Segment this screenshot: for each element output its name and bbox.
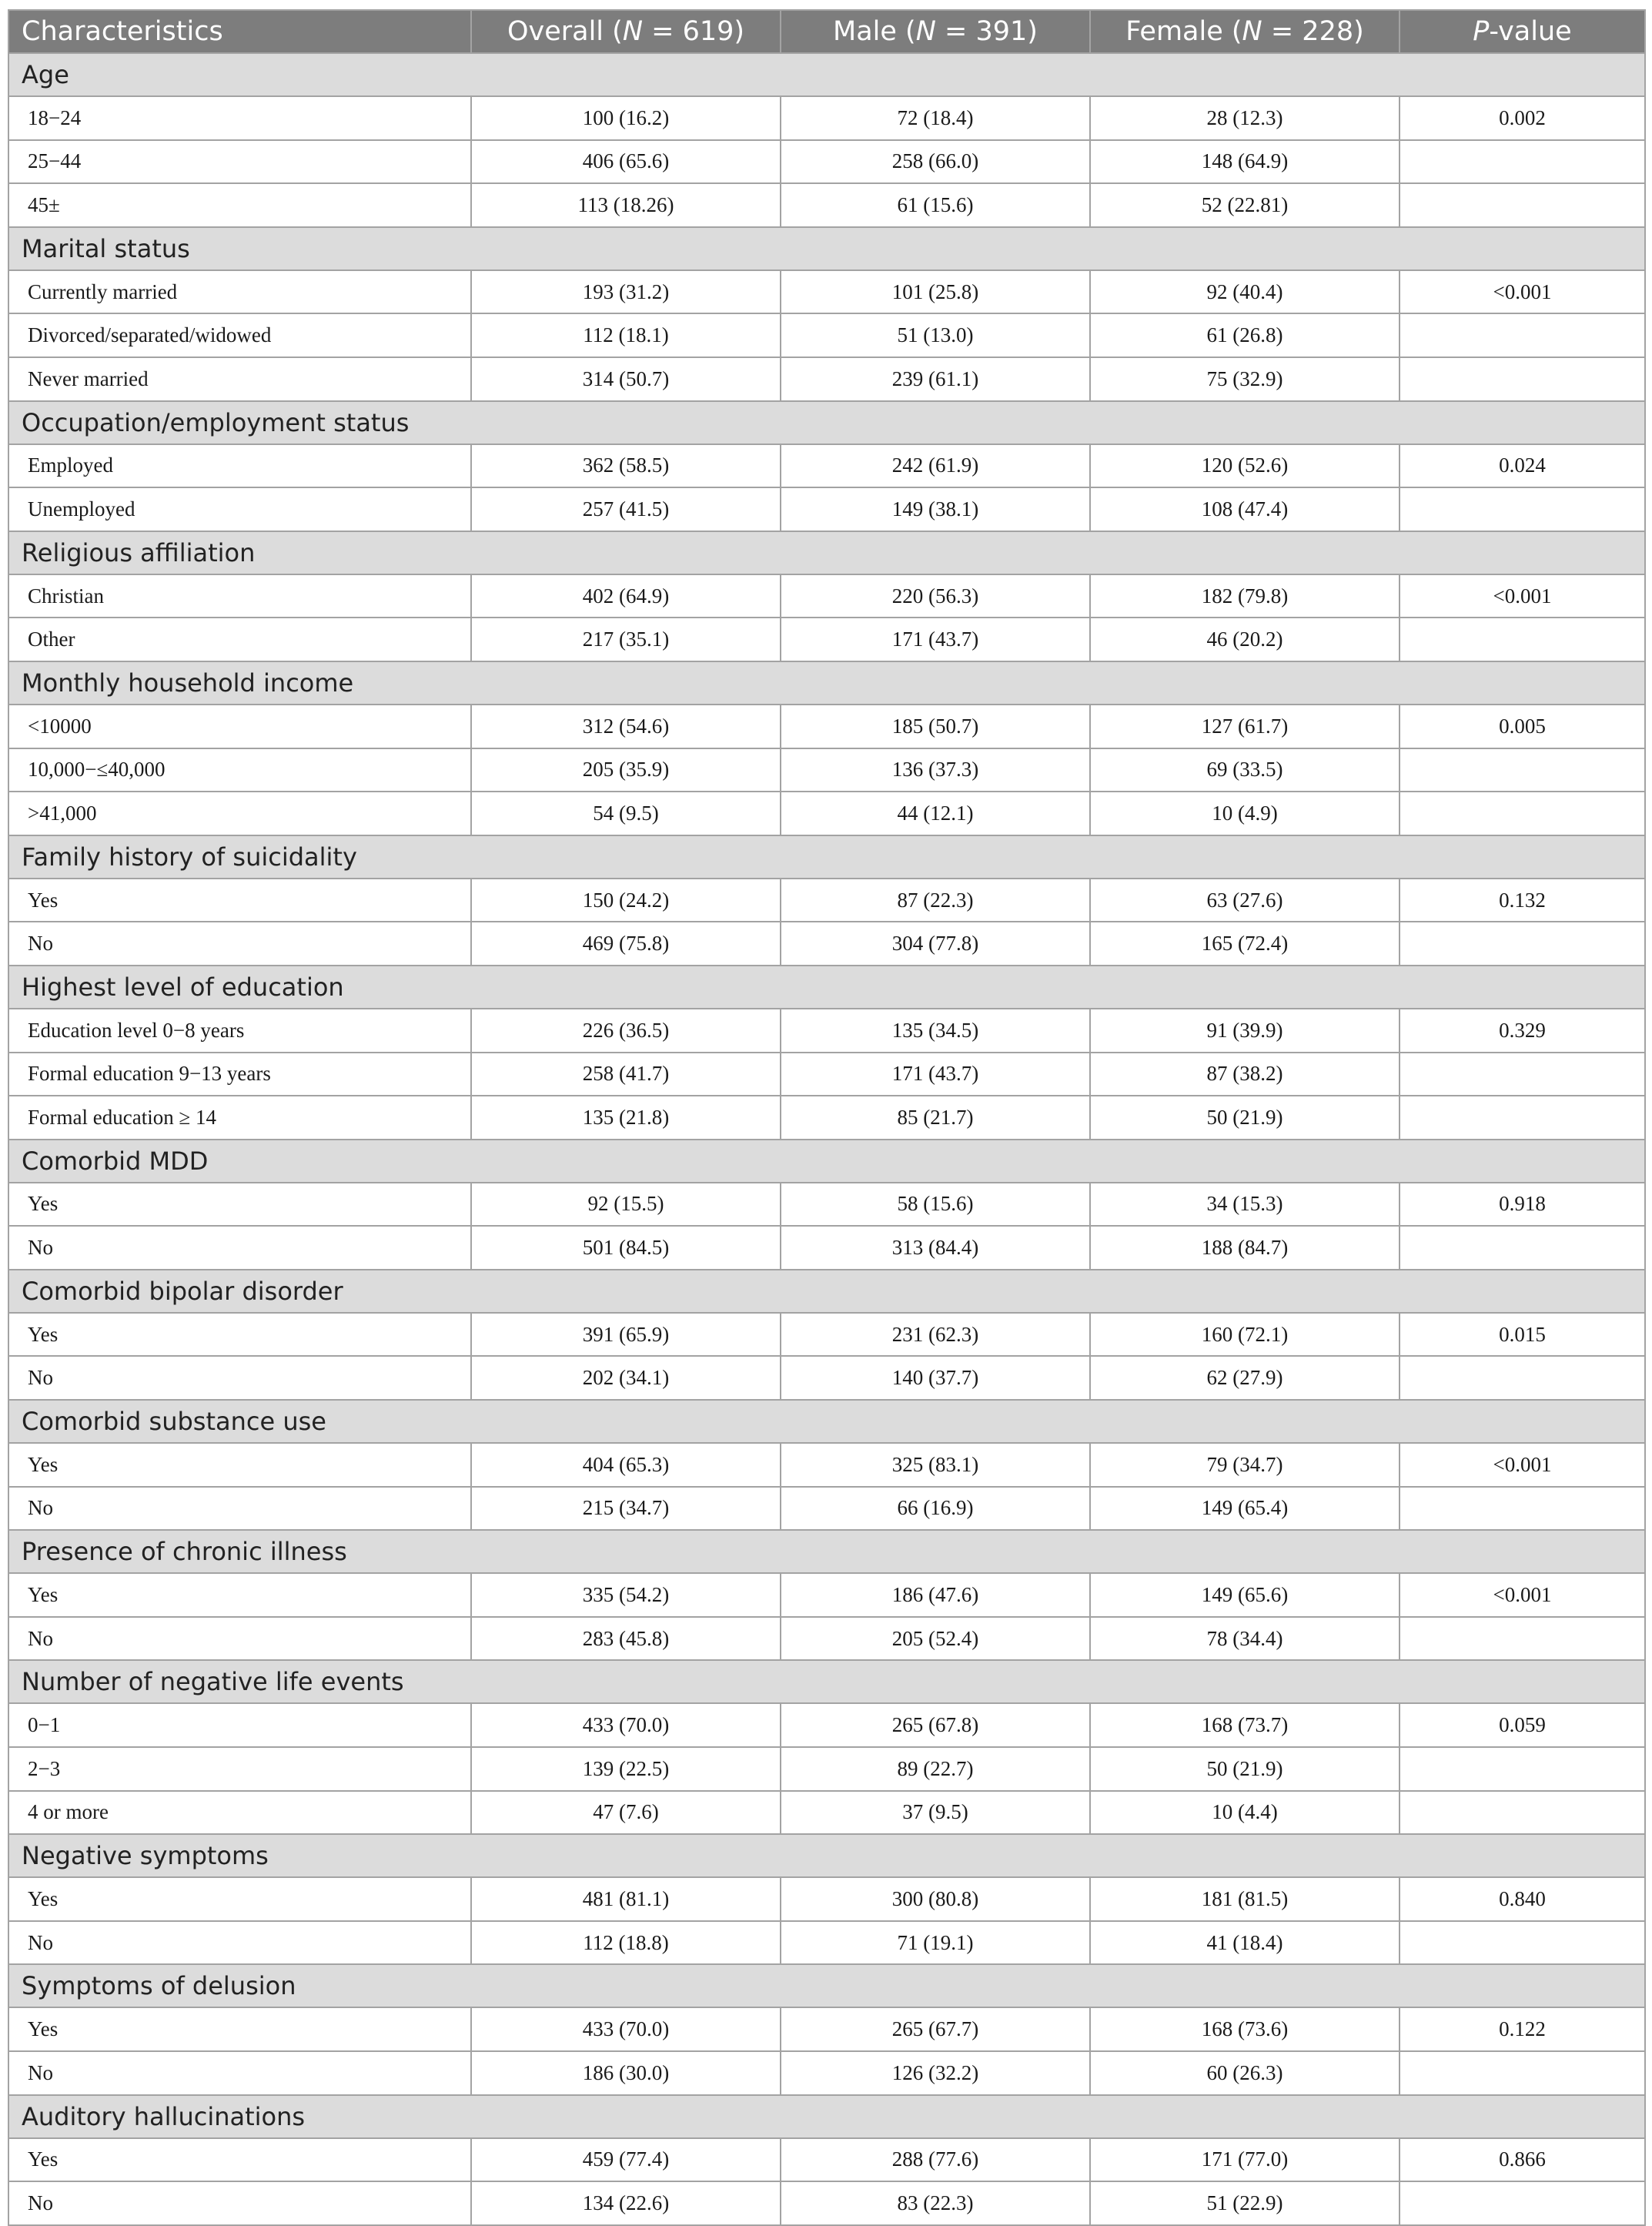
table-row <box>8 2051 1645 2095</box>
cell-overall: 112 (18.1) <box>471 313 781 357</box>
cell-overall: 92 (15.5) <box>471 1183 781 1227</box>
cell-characteristics: Formal education 9−13 years <box>8 1053 471 1096</box>
cell-female: 160 (72.1) <box>1090 1313 1400 1357</box>
cell-male: 220 (56.3) <box>781 574 1090 618</box>
section-title: Symptoms of delusion <box>8 1964 1645 2007</box>
cell-p-value <box>1400 357 1645 401</box>
cell-male: 325 (83.1) <box>781 1443 1090 1487</box>
cell-characteristics: Other <box>8 618 471 661</box>
section-title: Comorbid MDD <box>8 1140 1645 1183</box>
cell-characteristics: Yes <box>8 1183 471 1227</box>
cell-characteristics: 10,000−≤40,000 <box>8 748 471 792</box>
cell-overall: 402 (64.9) <box>471 574 781 618</box>
cell-overall: 47 (7.6) <box>471 1791 781 1835</box>
cell-p-value: 0.122 <box>1400 2007 1645 2051</box>
section-row <box>8 1270 1645 1313</box>
table-row <box>8 1096 1645 1140</box>
cell-female: 127 (61.7) <box>1090 705 1400 748</box>
cell-female: 181 (81.5) <box>1090 1877 1400 1921</box>
cell-p-value: 0.329 <box>1400 1009 1645 1053</box>
cell-characteristics: >41,000 <box>8 792 471 835</box>
cell-female: 79 (34.7) <box>1090 1443 1400 1487</box>
cell-overall: 134 (22.6) <box>471 2181 781 2225</box>
section-title: Negative symptoms <box>8 1834 1645 1877</box>
section-row <box>8 531 1645 574</box>
cell-characteristics: 45± <box>8 183 471 227</box>
cell-characteristics: 4 or more <box>8 1791 471 1835</box>
cell-p-value <box>1400 792 1645 835</box>
cell-characteristics: Divorced/separated/widowed <box>8 313 471 357</box>
cell-characteristics: No <box>8 1617 471 1661</box>
header-text: Male ( <box>833 16 916 47</box>
cell-female: 34 (15.3) <box>1090 1183 1400 1227</box>
table-row <box>8 1747 1645 1791</box>
section-row <box>8 966 1645 1009</box>
header-text: Characteristics <box>22 16 223 47</box>
table-row <box>8 270 1645 314</box>
cell-overall: 113 (18.26) <box>471 183 781 227</box>
cell-overall: 406 (65.6) <box>471 140 781 184</box>
cell-characteristics: Yes <box>8 1877 471 1921</box>
cell-characteristics: No <box>8 1226 471 1270</box>
cell-characteristics: No <box>8 1921 471 1965</box>
cell-male: 87 (22.3) <box>781 879 1090 922</box>
cell-p-value <box>1400 313 1645 357</box>
cell-p-value <box>1400 1356 1645 1400</box>
table-row <box>8 705 1645 748</box>
cell-female: 10 (4.9) <box>1090 792 1400 835</box>
cell-overall: 193 (31.2) <box>471 270 781 314</box>
cell-characteristics: Yes <box>8 1443 471 1487</box>
table-header <box>8 10 1645 53</box>
table-row <box>8 2138 1645 2182</box>
header-text: Overall ( <box>507 16 623 47</box>
cell-female: 61 (26.8) <box>1090 313 1400 357</box>
section-row <box>8 1660 1645 1703</box>
cell-male: 171 (43.7) <box>781 618 1090 661</box>
cell-p-value: <0.001 <box>1400 1443 1645 1487</box>
cell-overall: 469 (75.8) <box>471 922 781 966</box>
table-row <box>8 487 1645 531</box>
cell-overall: 362 (58.5) <box>471 444 781 488</box>
column-header-male <box>781 10 1090 53</box>
column-header-overall <box>471 10 781 53</box>
cell-overall: 135 (21.8) <box>471 1096 781 1140</box>
cell-characteristics: 25−44 <box>8 140 471 184</box>
cell-overall: 257 (41.5) <box>471 487 781 531</box>
cell-characteristics: No <box>8 922 471 966</box>
cell-overall: 217 (35.1) <box>471 618 781 661</box>
cell-p-value <box>1400 922 1645 966</box>
cell-male: 265 (67.7) <box>781 2007 1090 2051</box>
cell-female: 188 (84.7) <box>1090 1226 1400 1270</box>
cell-female: 120 (52.6) <box>1090 444 1400 488</box>
cell-female: 51 (22.9) <box>1090 2181 1400 2225</box>
cell-p-value <box>1400 140 1645 184</box>
cell-male: 258 (66.0) <box>781 140 1090 184</box>
section-row <box>8 1140 1645 1183</box>
section-row <box>8 2095 1645 2138</box>
cell-female: 92 (40.4) <box>1090 270 1400 314</box>
cell-p-value <box>1400 1921 1645 1965</box>
table-row <box>8 1617 1645 1661</box>
header-text: = 228) <box>1262 16 1364 47</box>
cell-female: 149 (65.4) <box>1090 1487 1400 1531</box>
section-title: Marital status <box>8 227 1645 270</box>
cell-overall: 186 (30.0) <box>471 2051 781 2095</box>
cell-overall: 404 (65.3) <box>471 1443 781 1487</box>
table-row <box>8 1921 1645 1965</box>
section-title: Comorbid substance use <box>8 1400 1645 1443</box>
cell-p-value <box>1400 2051 1645 2095</box>
header-text: Female ( <box>1125 16 1242 47</box>
table-row <box>8 1183 1645 1227</box>
cell-characteristics: No <box>8 1487 471 1531</box>
cell-male: 304 (77.8) <box>781 922 1090 966</box>
section-row <box>8 227 1645 270</box>
table-row <box>8 748 1645 792</box>
section-row <box>8 661 1645 705</box>
cell-p-value <box>1400 1487 1645 1531</box>
cell-male: 136 (37.3) <box>781 748 1090 792</box>
cell-characteristics: Yes <box>8 879 471 922</box>
table-row <box>8 96 1645 140</box>
table-row <box>8 1356 1645 1400</box>
cell-overall: 314 (50.7) <box>471 357 781 401</box>
cell-characteristics: Yes <box>8 1573 471 1617</box>
section-row <box>8 53 1645 96</box>
cell-male: 171 (43.7) <box>781 1053 1090 1096</box>
cell-p-value: 0.005 <box>1400 705 1645 748</box>
cell-p-value: 0.015 <box>1400 1313 1645 1357</box>
cell-overall: 459 (77.4) <box>471 2138 781 2182</box>
cell-female: 28 (12.3) <box>1090 96 1400 140</box>
cell-male: 186 (47.6) <box>781 1573 1090 1617</box>
cell-p-value <box>1400 1226 1645 1270</box>
cell-overall: 150 (24.2) <box>471 879 781 922</box>
table-row <box>8 1791 1645 1835</box>
cell-male: 239 (61.1) <box>781 357 1090 401</box>
cell-overall: 283 (45.8) <box>471 1617 781 1661</box>
cell-overall: 335 (54.2) <box>471 1573 781 1617</box>
section-title: Presence of chronic illness <box>8 1530 1645 1573</box>
cell-male: 61 (15.6) <box>781 183 1090 227</box>
cell-male: 265 (67.8) <box>781 1703 1090 1747</box>
cell-overall: 112 (18.8) <box>471 1921 781 1965</box>
cell-male: 83 (22.3) <box>781 2181 1090 2225</box>
cell-characteristics: Formal education ≥ 14 <box>8 1096 471 1140</box>
cell-female: 46 (20.2) <box>1090 618 1400 661</box>
table-row <box>8 1009 1645 1053</box>
cell-male: 140 (37.7) <box>781 1356 1090 1400</box>
cell-overall: 391 (65.9) <box>471 1313 781 1357</box>
cell-male: 66 (16.9) <box>781 1487 1090 1531</box>
section-title: Age <box>8 53 1645 96</box>
cell-characteristics: No <box>8 2051 471 2095</box>
section-title: Religious affiliation <box>8 531 1645 574</box>
table-row <box>8 2007 1645 2051</box>
section-title: Number of negative life events <box>8 1660 1645 1703</box>
cell-overall: 258 (41.7) <box>471 1053 781 1096</box>
cell-female: 108 (47.4) <box>1090 487 1400 531</box>
cell-p-value: 0.024 <box>1400 444 1645 488</box>
table-row <box>8 1877 1645 1921</box>
cell-overall: 433 (70.0) <box>471 1703 781 1747</box>
cell-p-value <box>1400 183 1645 227</box>
cell-overall: 139 (22.5) <box>471 1747 781 1791</box>
cell-male: 231 (62.3) <box>781 1313 1090 1357</box>
section-row <box>8 401 1645 444</box>
table-row <box>8 2181 1645 2225</box>
cell-p-value <box>1400 1053 1645 1096</box>
section-row <box>8 835 1645 879</box>
cell-male: 51 (13.0) <box>781 313 1090 357</box>
header-italic-text: N <box>622 16 643 47</box>
cell-female: 50 (21.9) <box>1090 1096 1400 1140</box>
cell-p-value <box>1400 1791 1645 1835</box>
section-row <box>8 1834 1645 1877</box>
cell-male: 300 (80.8) <box>781 1877 1090 1921</box>
cell-male: 37 (9.5) <box>781 1791 1090 1835</box>
cell-female: 171 (77.0) <box>1090 2138 1400 2182</box>
section-title: Family history of suicidality <box>8 835 1645 879</box>
cell-male: 288 (77.6) <box>781 2138 1090 2182</box>
cell-characteristics: 2−3 <box>8 1747 471 1791</box>
cell-p-value <box>1400 2181 1645 2225</box>
cell-characteristics: <10000 <box>8 705 471 748</box>
cell-female: 75 (32.9) <box>1090 357 1400 401</box>
cell-characteristics: Yes <box>8 1313 471 1357</box>
cell-female: 149 (65.6) <box>1090 1573 1400 1617</box>
section-title: Comorbid bipolar disorder <box>8 1270 1645 1313</box>
cell-male: 89 (22.7) <box>781 1747 1090 1791</box>
cell-female: 165 (72.4) <box>1090 922 1400 966</box>
cell-female: 60 (26.3) <box>1090 2051 1400 2095</box>
cell-overall: 54 (9.5) <box>471 792 781 835</box>
cell-characteristics: Employed <box>8 444 471 488</box>
section-title: Occupation/employment status <box>8 401 1645 444</box>
cell-p-value: <0.001 <box>1400 270 1645 314</box>
header-row <box>8 10 1645 53</box>
header-italic-text: N <box>915 16 936 47</box>
cell-female: 87 (38.2) <box>1090 1053 1400 1096</box>
cell-p-value: 0.840 <box>1400 1877 1645 1921</box>
table-row <box>8 1703 1645 1747</box>
cell-overall: 226 (36.5) <box>471 1009 781 1053</box>
cell-male: 126 (32.2) <box>781 2051 1090 2095</box>
cell-female: 63 (27.6) <box>1090 879 1400 922</box>
cell-p-value <box>1400 487 1645 531</box>
cell-characteristics: Unemployed <box>8 487 471 531</box>
cell-characteristics: Education level 0−8 years <box>8 1009 471 1053</box>
cell-characteristics: Yes <box>8 2138 471 2182</box>
section-row <box>8 1400 1645 1443</box>
section-title: Auditory hallucinations <box>8 2095 1645 2138</box>
cell-characteristics: Yes <box>8 2007 471 2051</box>
table-row <box>8 313 1645 357</box>
table-body <box>8 53 1645 2225</box>
table-row <box>8 357 1645 401</box>
cell-p-value <box>1400 1096 1645 1140</box>
cell-male: 185 (50.7) <box>781 705 1090 748</box>
cell-p-value: <0.001 <box>1400 1573 1645 1617</box>
section-row <box>8 1964 1645 2007</box>
table-row <box>8 879 1645 922</box>
header-text: = 391) <box>935 16 1038 47</box>
cell-overall: 501 (84.5) <box>471 1226 781 1270</box>
cell-characteristics: Christian <box>8 574 471 618</box>
cell-p-value <box>1400 1617 1645 1661</box>
cell-p-value <box>1400 618 1645 661</box>
header-text: -value <box>1489 16 1572 47</box>
cell-p-value <box>1400 1747 1645 1791</box>
cell-female: 69 (33.5) <box>1090 748 1400 792</box>
section-title: Monthly household income <box>8 661 1645 705</box>
cell-female: 10 (4.4) <box>1090 1791 1400 1835</box>
table-row <box>8 922 1645 966</box>
table-row <box>8 140 1645 184</box>
table-row <box>8 1487 1645 1531</box>
cell-p-value: 0.918 <box>1400 1183 1645 1227</box>
cell-male: 71 (19.1) <box>781 1921 1090 1965</box>
table-row <box>8 444 1645 488</box>
section-title: Highest level of education <box>8 966 1645 1009</box>
table-row <box>8 1226 1645 1270</box>
cell-overall: 433 (70.0) <box>471 2007 781 2051</box>
column-header-characteristics <box>8 10 471 53</box>
cell-male: 58 (15.6) <box>781 1183 1090 1227</box>
cell-female: 91 (39.9) <box>1090 1009 1400 1053</box>
cell-male: 313 (84.4) <box>781 1226 1090 1270</box>
cell-female: 78 (34.4) <box>1090 1617 1400 1661</box>
cell-female: 62 (27.9) <box>1090 1356 1400 1400</box>
cell-male: 135 (34.5) <box>781 1009 1090 1053</box>
table-row <box>8 1443 1645 1487</box>
header-italic-text: P <box>1473 16 1490 47</box>
table-row <box>8 1053 1645 1096</box>
cell-male: 72 (18.4) <box>781 96 1090 140</box>
table-row <box>8 618 1645 661</box>
table-row <box>8 1313 1645 1357</box>
header-text: = 619) <box>643 16 745 47</box>
cell-female: 182 (79.8) <box>1090 574 1400 618</box>
table-row <box>8 792 1645 835</box>
cell-characteristics: No <box>8 1356 471 1400</box>
cell-female: 50 (21.9) <box>1090 1747 1400 1791</box>
cell-overall: 205 (35.9) <box>471 748 781 792</box>
cell-overall: 312 (54.6) <box>471 705 781 748</box>
cell-female: 52 (22.81) <box>1090 183 1400 227</box>
cell-characteristics: Never married <box>8 357 471 401</box>
cell-male: 205 (52.4) <box>781 1617 1090 1661</box>
cell-characteristics: 18−24 <box>8 96 471 140</box>
cell-p-value: 0.132 <box>1400 879 1645 922</box>
column-header-female <box>1090 10 1400 53</box>
cell-overall: 481 (81.1) <box>471 1877 781 1921</box>
cell-overall: 100 (16.2) <box>471 96 781 140</box>
cell-characteristics: 0−1 <box>8 1703 471 1747</box>
cell-female: 41 (18.4) <box>1090 1921 1400 1965</box>
cell-male: 85 (21.7) <box>781 1096 1090 1140</box>
cell-p-value: 0.002 <box>1400 96 1645 140</box>
cell-male: 149 (38.1) <box>781 487 1090 531</box>
cell-overall: 215 (34.7) <box>471 1487 781 1531</box>
cell-male: 242 (61.9) <box>781 444 1090 488</box>
cell-p-value <box>1400 748 1645 792</box>
section-row <box>8 1530 1645 1573</box>
cell-p-value: 0.866 <box>1400 2138 1645 2182</box>
header-italic-text: N <box>1242 16 1262 47</box>
cell-male: 44 (12.1) <box>781 792 1090 835</box>
column-header-p-value <box>1400 10 1645 53</box>
cell-male: 101 (25.8) <box>781 270 1090 314</box>
table-row <box>8 183 1645 227</box>
characteristics-table <box>8 9 1646 2226</box>
cell-female: 168 (73.6) <box>1090 2007 1400 2051</box>
table-row <box>8 574 1645 618</box>
table-row <box>8 1573 1645 1617</box>
cell-female: 148 (64.9) <box>1090 140 1400 184</box>
cell-characteristics: No <box>8 2181 471 2225</box>
cell-overall: 202 (34.1) <box>471 1356 781 1400</box>
cell-p-value: 0.059 <box>1400 1703 1645 1747</box>
cell-p-value: <0.001 <box>1400 574 1645 618</box>
cell-characteristics: Currently married <box>8 270 471 314</box>
cell-female: 168 (73.7) <box>1090 1703 1400 1747</box>
